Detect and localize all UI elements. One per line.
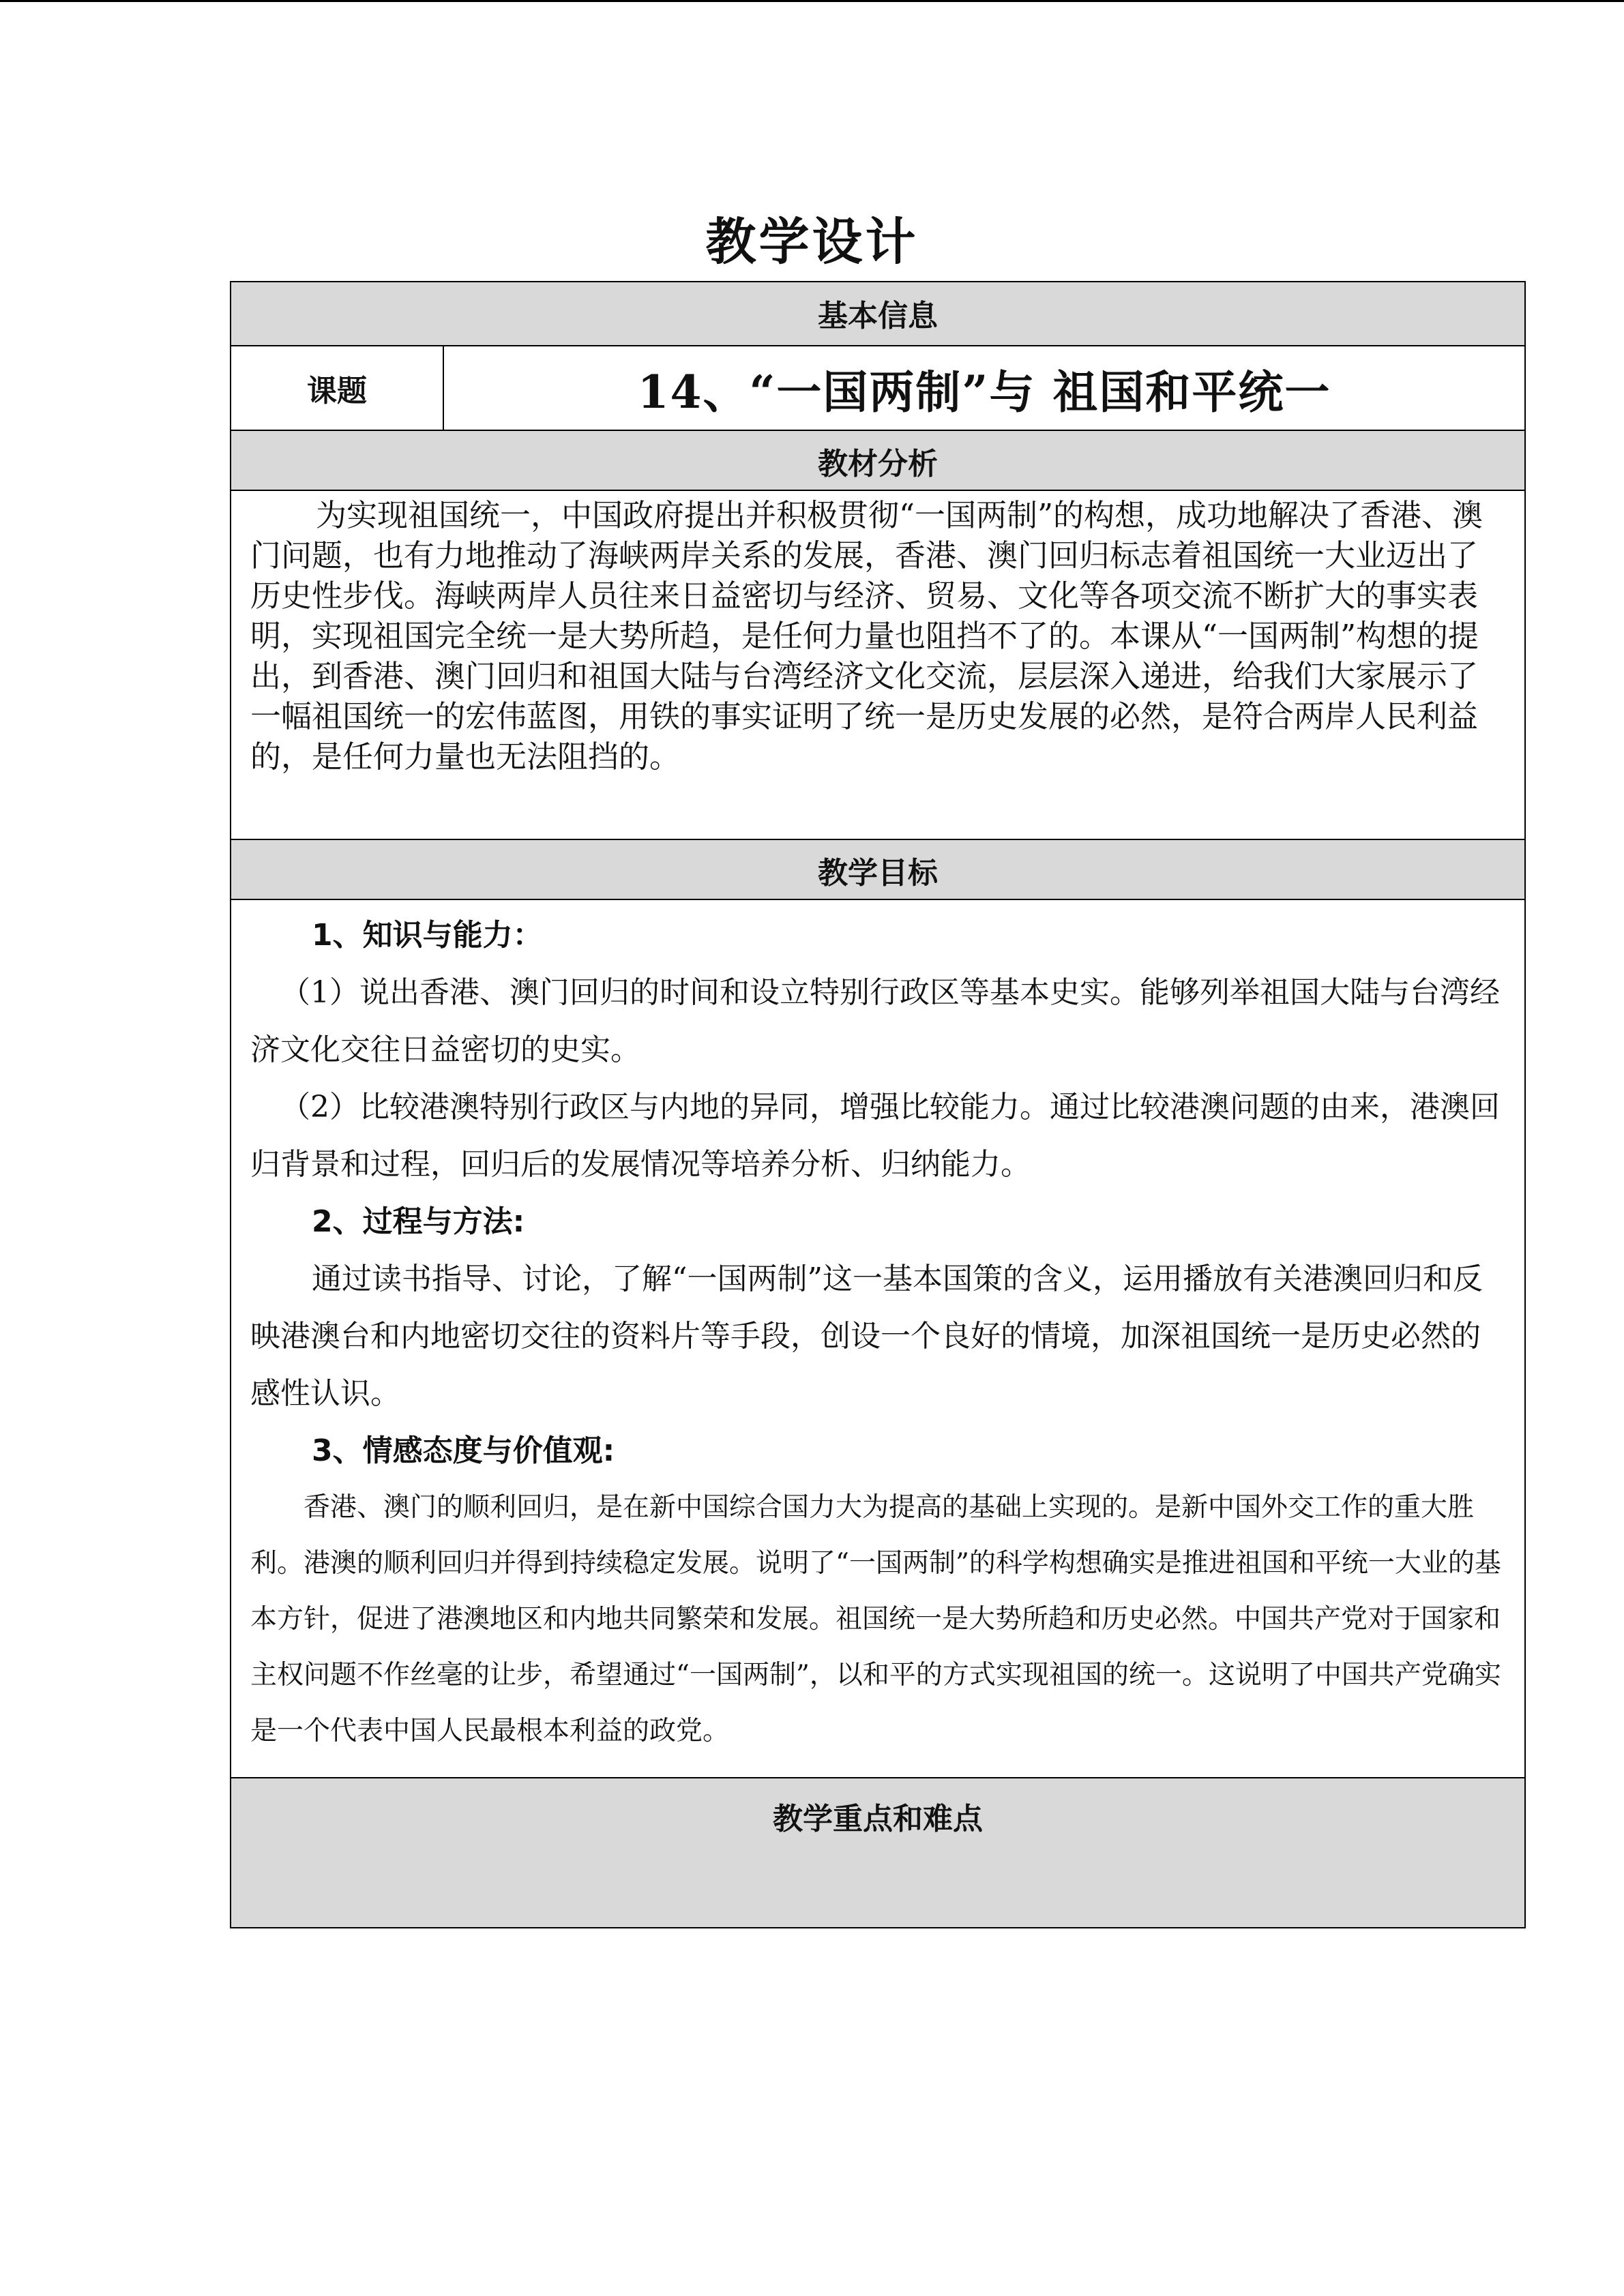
knowledge-item-1: （1）说出香港、澳门回归的时间和设立特别行政区等基本史实。能够列举祖国大陆与台湾经济文化交往日益密切的史实。 (250, 975, 1500, 1067)
analysis-cell (231, 490, 1524, 839)
goals-header: 教学目标 (231, 839, 1524, 899)
knowledge-title: 1、知识与能力： (312, 918, 543, 953)
analysis-header: 教材分析 (231, 430, 1524, 490)
subject-label: 课题 (231, 346, 444, 430)
key-points-header: 教学重点和难点 (231, 1777, 1524, 1927)
process-title: 2、过程与方法: (312, 1204, 525, 1239)
subject-row (231, 345, 1524, 430)
analysis-text: 为实现祖国统一，中国政府提出并积极贯彻“一国两制”的构想，成功地解决了香港、澳门问题，也有力地推动了海峡两岸关系的发展，香港、澳门回归标志着祖国统一大业迈出了历史性步伐。海峡两岸人员往来日益密切与经济、贸易、文化等各项交流不断扩大的事实表明，实现祖国完全统一是大势所趋，是任何力量也阻挡不了的。本课从“一国两制”构想的提出，到香港、澳门回归和祖国大陆与台湾经济文化交流，层层深入递进，给我们大家展示了一幅祖国统一的宏伟蓝图，用铁的事实证明了统一是历史发展的必然，是符合两岸人民利益的，是任何力量也无法阻挡的。 (250, 497, 1483, 775)
emotion-text: 香港、澳门的顺利回归，是在新中国综合国力大为提高的基础上实现的。是新中国外交工作的重大胜利。港澳的顺利回归并得到持续稳定发展。说明了“一国两制”的科学构想确实是推进祖国和平统一大业的基本方针，促进了港澳地区和内地共同繁荣和发展。祖国统一是大势所趋和历史必然。中国共产党对于国家和主权问题不作丝毫的让步，希望通过“一国两制”，以和平的方式实现祖国的统一。这说明了中国共产党确实是一个代表中国人民最根本利益的政党。 (250, 1492, 1501, 1746)
lesson-plan-table (230, 281, 1526, 1928)
page-top-border (0, 0, 1624, 2)
goals-cell (231, 899, 1524, 1777)
basic-info-header: 基本信息 (231, 282, 1524, 345)
process-text: 通过读书指导、讨论，了解“一国两制”这一基本国策的含义，运用播放有关港澳回归和反映港澳台和内地密切交往的资料片等手段，创设一个良好的情境，加深祖国统一是历史必然的感性认识。 (250, 1262, 1483, 1411)
knowledge-item-2: （2）比较港澳特别行政区与内地的异同，增强比较能力。通过比较港澳问题的由来，港澳回归背景和过程，回归后的发展情况等培养分析、归纳能力。 (250, 1090, 1500, 1182)
emotion-title: 3、情感态度与价值观: (312, 1433, 615, 1468)
subject-value: 14、“一国两制”与 祖国和平统一 (637, 365, 1331, 419)
page-title: 教学设计 (705, 213, 919, 271)
